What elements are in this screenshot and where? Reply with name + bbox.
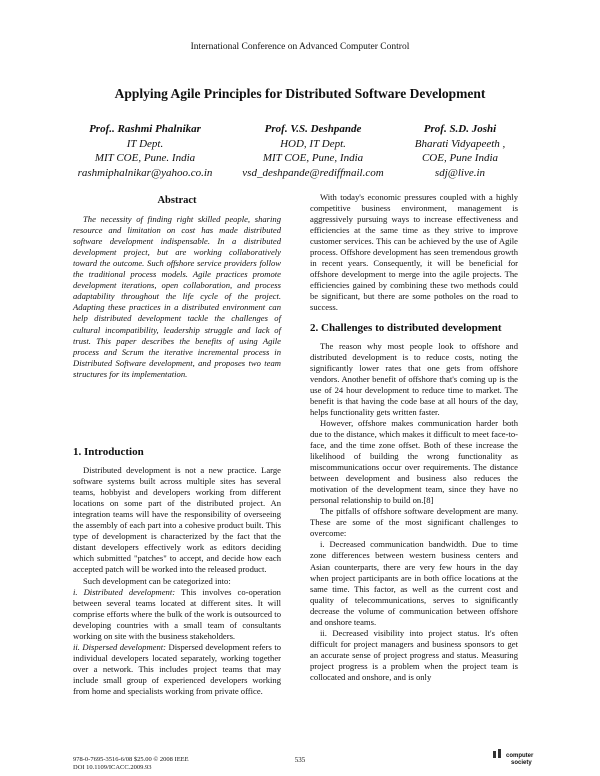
challenges-paragraph-3: The pitfalls of offshore software development are many. These are some of the most significant challenges to overcome: [310, 506, 518, 539]
author-dept: HOD, IT Dept. [280, 137, 346, 150]
item-text: This involves co-operation between several teams located at different sites. It will comprise efforts where the bulk of the work is outsourced to developing countries with a small team of consultants working on site with the business stakeholders. [73, 586, 281, 641]
logo-text-bottom: society [511, 759, 532, 766]
author-1 [55, 122, 235, 180]
abstract-section [73, 195, 281, 380]
conference-header: International Conference on Advanced Computer Control [190, 42, 410, 52]
author-name: Prof. V.S. Deshpande [264, 123, 362, 135]
logo-text-top: computer [506, 753, 534, 759]
challenges-item-1: i. Decreased communication bandwidth. Due to time zone differences between western business centers and Asian counterparts, there are very few hours in the day when project participants are in both office locations at the same time. This factor, as well as the current cost and quality of telecommunications, serves to significantly decrease the volume of communication between offshore and onshore teams. [310, 539, 518, 627]
intro-item-1 [73, 587, 281, 642]
logo-mark-icon [492, 749, 506, 759]
page-number: 535 [294, 756, 306, 764]
author-dept: IT Dept. [126, 137, 164, 150]
author-dept: Bharati Vidyapeeth , [414, 137, 506, 150]
ieee-computer-society-logo [492, 749, 542, 771]
challenges-heading: 2. Challenges to distributed development [310, 321, 502, 334]
author-org: MIT COE, Pune, India [262, 152, 364, 164]
isbn-line: 978-0-7695-3516-6/08 $25.00 © 2008 IEEE [73, 756, 189, 763]
author-org: MIT COE, Pune. India [94, 152, 196, 164]
challenges-paragraph-2: However, offshore makes communication harder both due to the distance, which makes it difficult to meet face-to-face, and the time zone offset. Both of these increase the likelihood of building the wrong functionality as miscommunications occur over requirements. The distance between development and business also reduces the motivation of the development team, since they have no personal relationship to build on.[8] [310, 417, 518, 506]
introduction-section [73, 447, 281, 697]
author-org: COE, Pune India [421, 152, 499, 164]
author-email: rashmiphalnikar@yahoo.co.in [77, 166, 213, 179]
paper-title: Applying Agile Principles for Distributed Software Development [114, 86, 486, 101]
challenges-item-2: ii. Decreased visibility into project status. It's often difficult for project managers and business sponsors to get an accurate sense of project progress and status. Measuring project progress is a problem when the project team is collocated and onshore, and is only [310, 627, 518, 682]
doi-line: DOI 10.1109/ICACC.2009.93 [73, 764, 152, 771]
item-label: ii. Dispersed development: [73, 641, 167, 652]
economic-paragraph: With today's economic pressures coupled with a highly competitive business environment, management is aggressively pursuing ways to increase effectiveness and efficiencies at the same time as they strive to improve customer services. This can be achieved by the use of Agile process. Offshore development has seen tremendous growth in recent years. Consequently, it will be beneficial for offshore development to merge into the agile projects. The efficiencies gained by combining these two methods could be significant, but there are some potholes on the road to success. [310, 192, 518, 313]
intro-paragraph-2: Such development can be categorized into: [83, 575, 231, 586]
author-name: Prof.. Rashmi Phalnikar [89, 123, 201, 135]
author-email: vsd_deshpande@rediffmail.com [242, 166, 384, 179]
intro-item-2 [73, 642, 281, 697]
challenges-paragraph-1: The reason why most people look to offshore and distributed development is to reduce costs, noting the significantly lower rates that one gets from offshore vendors. Another benefit of offshore that's coming up is the use of 24 hour development to reduce time to market. The benefit is that having the code base at all hours of the day, helps functionality gets written faster. [310, 340, 518, 417]
abstract-heading: Abstract [157, 195, 197, 206]
introduction-heading: 1. Introduction [73, 446, 144, 458]
author-email: sdj@live.in [434, 166, 486, 179]
item-label: i. Distributed development: [73, 586, 176, 597]
item-text: Dispersed development refers to individual developers located separately, working together over a network. This includes project teams that may include small group of experienced developers working from home and specialists working from private office. [73, 641, 282, 696]
author-name: Prof. S.D. Joshi [423, 123, 497, 135]
abstract-text: The necessity of finding right skilled people, sharing resource and limitation on cost has made distributed software development indispensable. In a distributed development project, but are working collaboratively toward the outcome. Such offshore service providers follow the traditional process models. Agile practices promote development iterations, open collaboration, and process adaptability throughout the life cycle of the project. Adapting these practices in a distributed environment can help distributed development tackle the challenges of cultural incompatibility, leadership struggle and lack of trust. This paper describes the benefits of using Agile process and Scrum the iterative incremental process in Distributed Software development, and proposes two team structures for its implementation. [73, 214, 281, 379]
intro-paragraph-1: Distributed development is not a new practice. Large software systems built across multiple sites has several teams, hobbyist and developers working from different locations on some part of the distributed project. An integration teams will have the responsibility of overseeing the assembly of each part into a cohesive product built. This type of development is characterized by the fact that the distant developers effectively work as editors deciding which submitted "patches" to accept, and decide how each accepted patch will be worked into the released product. [73, 465, 281, 575]
right-column [310, 192, 518, 683]
author-3 [370, 122, 550, 180]
